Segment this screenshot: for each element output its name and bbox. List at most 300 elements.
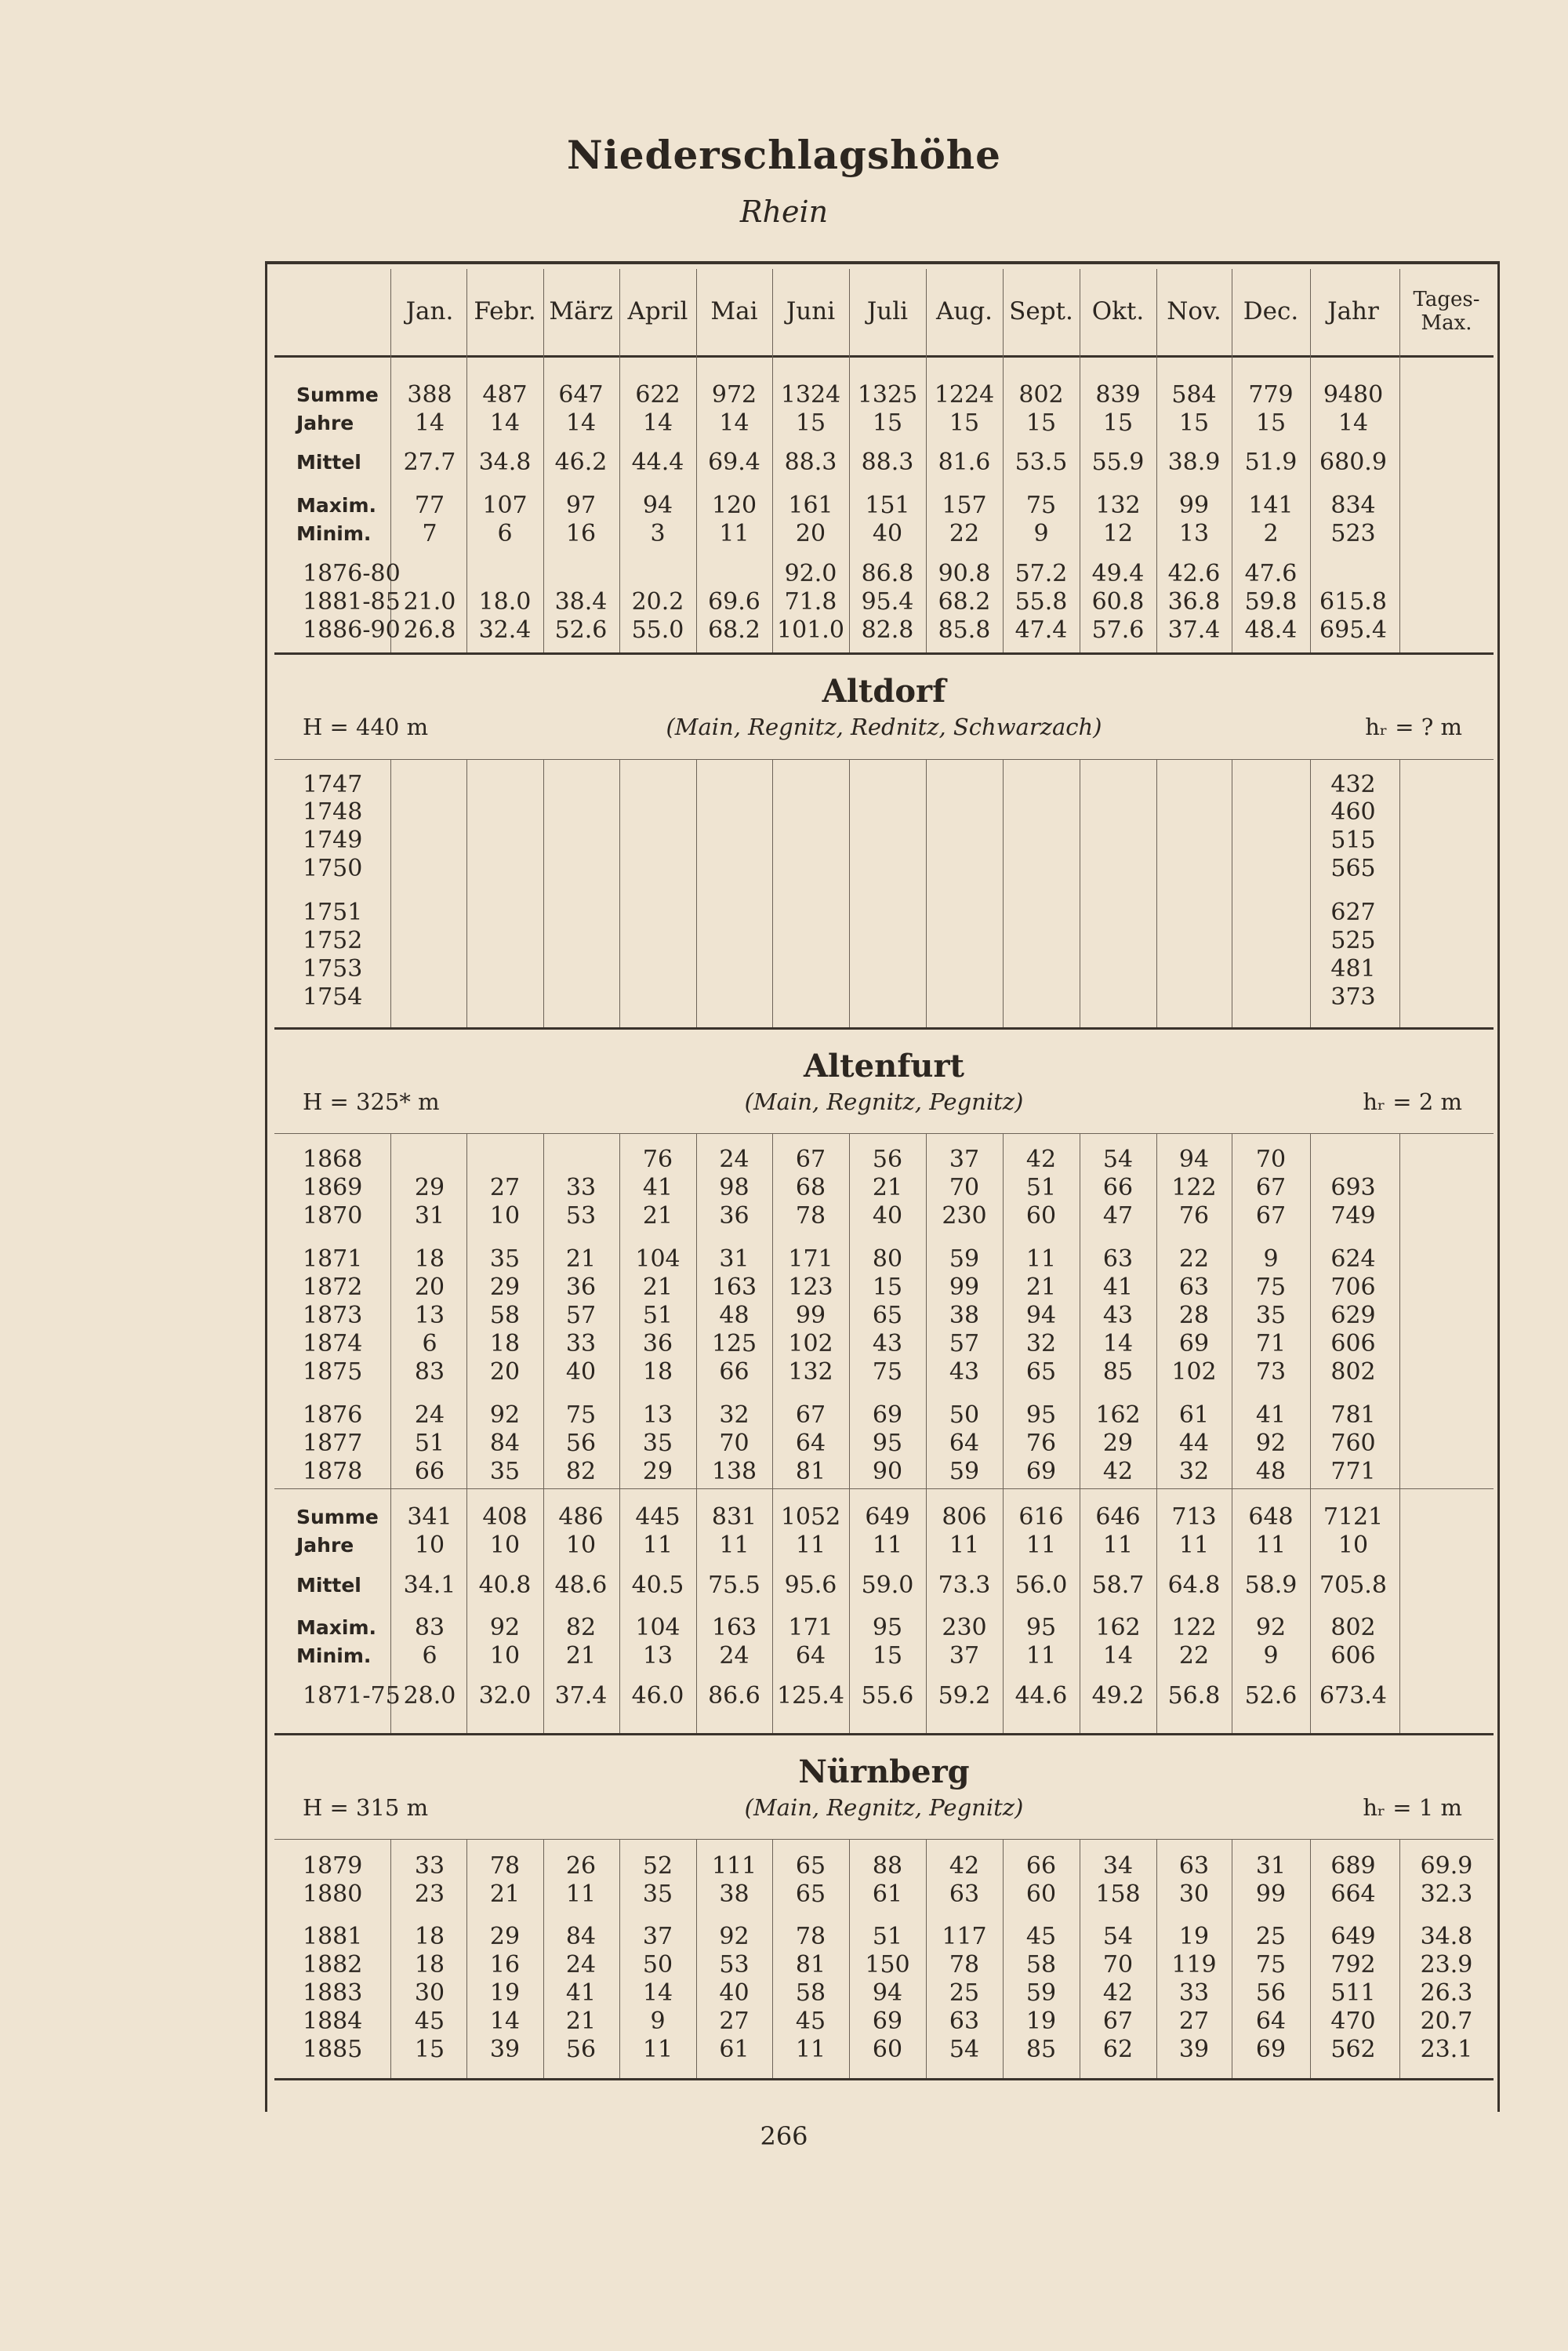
- table-cell: [849, 798, 926, 827]
- table-cell: [696, 899, 772, 927]
- table-cell: 20: [414, 1274, 445, 1301]
- table-cell: 1325: [857, 381, 918, 409]
- table-cell: [1403, 983, 1490, 1012]
- table-cell: [467, 899, 543, 927]
- table-cell: 45: [414, 2008, 445, 2035]
- table-cell: 14: [489, 2008, 521, 2035]
- row-label: 1748: [303, 798, 363, 826]
- table-cell: [467, 771, 543, 799]
- column-rule: [1399, 1839, 1400, 2078]
- table-cell: 82: [565, 1614, 597, 1641]
- table-cell: 16: [565, 520, 597, 547]
- column-header: Febr.: [474, 296, 536, 325]
- page-title: Niederschlagshöhe: [567, 132, 1001, 178]
- table-cell: 515: [1330, 827, 1376, 854]
- table-cell: 19: [489, 1979, 521, 2007]
- table-cell: 78: [795, 1202, 826, 1230]
- table-cell: 36: [565, 1274, 597, 1301]
- table-cell: 21.0: [403, 588, 456, 616]
- table-cell: 779: [1248, 381, 1294, 409]
- table-cell: [1003, 798, 1080, 827]
- table-cell: 14: [642, 1979, 673, 2007]
- table-cell: 60: [872, 2036, 903, 2063]
- table-cell: [543, 955, 619, 983]
- table-cell: 90: [872, 1458, 903, 1485]
- table-cell: [926, 827, 1003, 855]
- table-cell: 781: [1330, 1401, 1376, 1429]
- row-label: 1868: [303, 1146, 363, 1173]
- row-label: Maxim.: [296, 494, 376, 517]
- table-cell: 151: [865, 492, 910, 519]
- table-cell: 125.4: [777, 1682, 844, 1710]
- table-cell: 64: [1255, 2008, 1287, 2035]
- table-cell: 29: [1102, 1430, 1134, 1457]
- table-cell: 95.6: [784, 1572, 837, 1599]
- table-cell: 58.7: [1091, 1572, 1145, 1599]
- table-cell: 65: [872, 1302, 903, 1329]
- station-header-altenfurt: [274, 1048, 1494, 1118]
- column-header: Jahr: [1327, 296, 1379, 325]
- table-cell: 56: [1255, 1979, 1287, 2007]
- table-cell: 64.8: [1167, 1572, 1221, 1599]
- table-cell: [467, 855, 543, 883]
- table-cell: [1232, 771, 1310, 799]
- table-cell: [1403, 1614, 1490, 1642]
- table-cell: [543, 771, 619, 799]
- table-cell: [1003, 855, 1080, 883]
- table-cell: 162: [1095, 1401, 1141, 1429]
- row-label: 1876-80: [303, 560, 401, 587]
- table-cell: 92: [1255, 1614, 1287, 1641]
- table-cell: 23: [414, 1880, 445, 1908]
- table-cell: 47: [1102, 1202, 1134, 1230]
- table-cell: 163: [711, 1614, 757, 1641]
- row-label: 1878: [303, 1458, 363, 1485]
- table-cell: 75.5: [708, 1572, 760, 1599]
- table-cell: 95: [1025, 1401, 1057, 1429]
- table-cell: 99: [1255, 1880, 1287, 1908]
- table-cell: 69: [872, 2008, 903, 2035]
- table-cell: 771: [1330, 1458, 1376, 1485]
- table-cell: 58: [1025, 1951, 1057, 1979]
- table-cell: 69.9: [1420, 1852, 1473, 1880]
- table-cell: 123: [788, 1274, 833, 1301]
- row-rule: [274, 1027, 1494, 1030]
- table-cell: 24: [719, 1146, 750, 1173]
- table-cell: 40.8: [478, 1572, 532, 1599]
- table-cell: 62: [1102, 2036, 1134, 2063]
- table-cell: 622: [635, 381, 681, 409]
- table-cell: [849, 827, 926, 855]
- table-cell: 37.4: [554, 1682, 608, 1710]
- table-cell: 101.0: [777, 616, 844, 644]
- table-cell: 19: [1025, 2008, 1057, 2035]
- table-cell: 32: [719, 1401, 750, 1429]
- table-cell: 69: [1255, 2036, 1287, 2063]
- table-cell: [619, 899, 696, 927]
- table-cell: [467, 1146, 543, 1174]
- table-cell: [619, 560, 696, 588]
- table-cell: [772, 899, 849, 927]
- table-cell: [772, 827, 849, 855]
- table-cell: 23.9: [1420, 1951, 1473, 1979]
- table-cell: 58: [489, 1302, 521, 1329]
- table-cell: 16: [489, 1951, 521, 1979]
- table-cell: 64: [795, 1642, 826, 1670]
- table-cell: 44.4: [631, 449, 684, 476]
- station-name: Altenfurt: [803, 1048, 965, 1085]
- table-cell: 81.6: [938, 449, 991, 476]
- table-cell: 59: [1025, 1979, 1057, 2007]
- table-cell: 42: [1025, 1146, 1057, 1173]
- table-cell: 6: [422, 1330, 437, 1357]
- table-cell: [1156, 798, 1232, 827]
- table-cell: [543, 927, 619, 955]
- table-cell: 14: [565, 409, 597, 437]
- table-cell: 20.2: [631, 588, 684, 616]
- table-cell: 104: [635, 1614, 681, 1641]
- table-cell: [1232, 827, 1310, 855]
- table-cell: 94: [1178, 1146, 1210, 1173]
- column-rule: [1399, 358, 1400, 652]
- table-cell: 45: [1025, 1923, 1057, 1950]
- table-cell: 92: [489, 1401, 521, 1429]
- table-cell: 34.8: [478, 449, 532, 476]
- table-cell: 43: [1102, 1302, 1134, 1329]
- table-cell: [619, 955, 696, 983]
- table-cell: [1232, 798, 1310, 827]
- table-cell: 31: [1255, 1852, 1287, 1880]
- table-cell: 84: [565, 1923, 597, 1950]
- table-cell: 14: [489, 409, 521, 437]
- table-cell: 102: [1171, 1358, 1217, 1386]
- table-cell: 40: [565, 1358, 597, 1386]
- table-cell: 94: [642, 492, 673, 519]
- station-name: Nürnberg: [798, 1753, 970, 1790]
- table-cell: 30: [414, 1979, 445, 2007]
- table-cell: 55.6: [861, 1682, 914, 1710]
- table-cell: 25: [1255, 1923, 1287, 1950]
- table-cell: 66: [414, 1458, 445, 1485]
- column-rule: [390, 759, 391, 1027]
- table-cell: 76: [1025, 1430, 1057, 1457]
- row-label: Minim.: [296, 1644, 372, 1667]
- table-cell: 9480: [1323, 381, 1384, 409]
- column-rule: [1399, 759, 1400, 1027]
- table-cell: 54: [1102, 1923, 1134, 1950]
- table-cell: 15: [414, 2036, 445, 2063]
- table-cell: 40.5: [631, 1572, 684, 1599]
- table-cell: [1310, 560, 1396, 588]
- table-cell: 487: [482, 381, 528, 409]
- table-cell: 44: [1178, 1430, 1210, 1457]
- table-cell: 66: [1025, 1852, 1057, 1880]
- row-label: 1881: [303, 1923, 363, 1950]
- table-cell: [1003, 771, 1080, 799]
- table-cell: 82.8: [861, 616, 914, 644]
- table-cell: 802: [1018, 381, 1064, 409]
- table-cell: 163: [711, 1274, 757, 1301]
- column-header: März: [549, 296, 613, 325]
- table-cell: 68: [795, 1174, 826, 1201]
- row-label: Jahre: [296, 412, 354, 434]
- table-cell: 54: [949, 2036, 980, 2063]
- table-cell: [1403, 955, 1490, 983]
- table-cell: 56: [565, 2036, 597, 2063]
- table-cell: 35: [1255, 1302, 1287, 1329]
- table-cell: 83: [414, 1358, 445, 1386]
- row-label: 1750: [303, 855, 363, 882]
- table-cell: 6: [422, 1642, 437, 1670]
- row-label: 1879: [303, 1852, 363, 1880]
- row-label: 1754: [303, 983, 363, 1011]
- table-cell: [926, 955, 1003, 983]
- column-rule: [543, 269, 544, 358]
- table-cell: 11: [1102, 1532, 1134, 1559]
- table-cell: [1232, 927, 1310, 955]
- table-cell: [543, 899, 619, 927]
- table-cell: 9: [650, 2008, 666, 2035]
- table-cell: 92: [719, 1923, 750, 1950]
- table-cell: [696, 798, 772, 827]
- table-cell: 21: [1025, 1274, 1057, 1301]
- row-label: Jahre: [296, 1534, 354, 1557]
- table-cell: [1080, 827, 1156, 855]
- table-cell: 99: [795, 1302, 826, 1329]
- table-cell: [1232, 899, 1310, 927]
- table-cell: 615.8: [1319, 588, 1387, 616]
- table-cell: 10: [489, 1532, 521, 1559]
- table-cell: 11: [642, 2036, 673, 2063]
- table-cell: 445: [635, 1503, 681, 1531]
- table-cell: 12: [1102, 520, 1134, 547]
- table-cell: [1232, 855, 1310, 883]
- page-number: 266: [760, 2121, 808, 2151]
- table-cell: 373: [1330, 983, 1376, 1011]
- table-cell: 616: [1018, 1503, 1064, 1531]
- table-cell: 49.4: [1091, 560, 1145, 587]
- station-gauge-height: hᵣ = 1 m: [1363, 1794, 1462, 1821]
- table-cell: 26: [565, 1852, 597, 1880]
- table-cell: [696, 927, 772, 955]
- table-cell: 14: [414, 409, 445, 437]
- table-cell: [619, 771, 696, 799]
- table-cell: 749: [1330, 1202, 1376, 1230]
- table-cell: 64: [949, 1430, 980, 1457]
- table-cell: [543, 983, 619, 1012]
- station-rivers: (Main, Regnitz, Rednitz, Schwarzach): [666, 714, 1102, 740]
- table-cell: 78: [949, 1951, 980, 1979]
- column-header: Okt.: [1091, 296, 1145, 325]
- table-cell: 56.0: [1014, 1572, 1068, 1599]
- column-rule: [390, 1839, 391, 2078]
- table-cell: 11: [642, 1532, 673, 1559]
- table-cell: 95.4: [861, 588, 914, 616]
- table-cell: 32.3: [1420, 1880, 1473, 1908]
- table-cell: 102: [788, 1330, 833, 1357]
- table-cell: 523: [1330, 520, 1376, 547]
- table-cell: [926, 927, 1003, 955]
- station-header-altdorf: [274, 673, 1494, 743]
- table-cell: 9: [1033, 520, 1049, 547]
- table-cell: 13: [1178, 520, 1210, 547]
- table-cell: 38: [719, 1880, 750, 1908]
- table-cell: 26.8: [403, 616, 456, 644]
- table-cell: 141: [1248, 492, 1294, 519]
- row-label: Minim.: [296, 522, 372, 545]
- table-cell: 66: [719, 1358, 750, 1386]
- table-cell: [1403, 1330, 1490, 1358]
- table-cell: 388: [407, 381, 452, 409]
- table-cell: [392, 983, 467, 1012]
- table-cell: 51: [1025, 1174, 1057, 1201]
- table-cell: 57.2: [1014, 560, 1068, 587]
- table-cell: [1403, 1430, 1490, 1458]
- table-cell: 43: [949, 1358, 980, 1386]
- table-cell: 63: [1102, 1245, 1134, 1273]
- table-cell: 33: [414, 1852, 445, 1880]
- table-cell: 11: [719, 520, 750, 547]
- table-cell: 107: [482, 492, 528, 519]
- table-cell: 171: [788, 1614, 833, 1641]
- table-cell: 33: [1178, 1979, 1210, 2007]
- row-label: 1752: [303, 927, 363, 954]
- table-cell: 14: [642, 409, 673, 437]
- table-cell: 2: [1263, 520, 1279, 547]
- table-cell: [849, 771, 926, 799]
- table-cell: 481: [1330, 955, 1376, 983]
- table-cell: [926, 855, 1003, 883]
- table-cell: 52.6: [1244, 1682, 1298, 1710]
- table-cell: 104: [635, 1245, 681, 1273]
- table-cell: 70: [1255, 1146, 1287, 1173]
- column-rule: [1156, 269, 1157, 358]
- table-cell: 82: [565, 1458, 597, 1485]
- table-cell: 35: [642, 1880, 673, 1908]
- table-cell: 41: [565, 1979, 597, 2007]
- table-cell: 41: [642, 1174, 673, 1201]
- table-cell: 19: [1178, 1923, 1210, 1950]
- table-cell: 11: [949, 1532, 980, 1559]
- row-label: 1882: [303, 1951, 363, 1979]
- table-cell: 13: [642, 1642, 673, 1670]
- table-cell: 18: [414, 1923, 445, 1950]
- row-rule: [274, 1133, 1494, 1134]
- table-cell: [1003, 927, 1080, 955]
- table-cell: 11: [795, 2036, 826, 2063]
- table-cell: 61: [719, 2036, 750, 2063]
- table-cell: 86.8: [861, 560, 914, 587]
- table-cell: 69.4: [708, 449, 760, 476]
- table-cell: 61: [872, 1880, 903, 1908]
- table-cell: 71.8: [784, 588, 837, 616]
- table-cell: 1324: [780, 381, 841, 409]
- table-cell: [467, 955, 543, 983]
- table-cell: 649: [865, 1503, 910, 1531]
- table-cell: 10: [489, 1202, 521, 1230]
- table-cell: 28.0: [403, 1682, 456, 1710]
- table-cell: 584: [1171, 381, 1217, 409]
- table-cell: 60.8: [1091, 588, 1145, 616]
- table-cell: 21: [565, 2008, 597, 2035]
- table-cell: 80: [872, 1245, 903, 1273]
- column-header: Juli: [866, 296, 909, 325]
- table-cell: 95: [872, 1614, 903, 1641]
- table-cell: 18: [489, 1330, 521, 1357]
- row-label: Mittel: [296, 451, 361, 474]
- table-cell: 51: [642, 1302, 673, 1329]
- table-cell: [849, 855, 926, 883]
- table-cell: [1403, 560, 1490, 588]
- table-cell: 36: [719, 1202, 750, 1230]
- row-label: 1876: [303, 1401, 363, 1429]
- column-header: Nov.: [1167, 296, 1221, 325]
- row-label: 1753: [303, 955, 363, 983]
- table-cell: 138: [711, 1458, 757, 1485]
- table-cell: 693: [1330, 1174, 1376, 1201]
- column-rule: [390, 269, 391, 358]
- table-cell: 664: [1330, 1880, 1376, 1908]
- table-cell: 52: [642, 1852, 673, 1880]
- table-cell: [619, 827, 696, 855]
- table-cell: 94: [872, 1979, 903, 2007]
- table-cell: 11: [795, 1532, 826, 1559]
- table-cell: 18: [414, 1951, 445, 1979]
- row-label: 1885: [303, 2036, 363, 2063]
- table-cell: 31: [414, 1202, 445, 1230]
- table-cell: 24: [565, 1951, 597, 1979]
- table-cell: 39: [489, 2036, 521, 2063]
- table-cell: 20.7: [1420, 2008, 1473, 2035]
- column-header: Sept.: [1009, 296, 1073, 325]
- table-cell: 432: [1330, 771, 1376, 798]
- table-cell: 18.0: [478, 588, 532, 616]
- table-cell: 47.6: [1244, 560, 1298, 587]
- table-cell: 33: [565, 1174, 597, 1201]
- column-header: Mai: [710, 296, 758, 325]
- table-cell: 29: [489, 1274, 521, 1301]
- table-cell: 99: [949, 1274, 980, 1301]
- table-cell: 29: [642, 1458, 673, 1485]
- table-cell: 32: [1178, 1458, 1210, 1485]
- table-cell: 53: [565, 1202, 597, 1230]
- table-cell: 606: [1330, 1330, 1376, 1357]
- table-cell: 23.1: [1420, 2036, 1473, 2063]
- column-rule: [926, 269, 927, 358]
- table-cell: [1403, 1642, 1490, 1670]
- station-header-nuernberg: [274, 1753, 1494, 1824]
- table-cell: 75: [1255, 1274, 1287, 1301]
- table-cell: 90.8: [938, 560, 991, 587]
- table-cell: 67: [1102, 2008, 1134, 2035]
- table-cell: 64: [795, 1430, 826, 1457]
- table-cell: 68.2: [708, 616, 760, 644]
- table-cell: [619, 927, 696, 955]
- table-cell: 59.2: [938, 1682, 991, 1710]
- table-cell: [1080, 771, 1156, 799]
- table-cell: 75: [872, 1358, 903, 1386]
- column-rule: [466, 269, 467, 358]
- table-cell: 122: [1171, 1614, 1217, 1641]
- row-label: 1884: [303, 2008, 363, 2035]
- table-cell: 486: [558, 1503, 604, 1531]
- table-cell: [1080, 927, 1156, 955]
- table-cell: [1403, 1245, 1490, 1274]
- table-cell: 65: [795, 1880, 826, 1908]
- column-rule: [1399, 1133, 1400, 1488]
- table-cell: [772, 771, 849, 799]
- row-label: 1880: [303, 1880, 363, 1908]
